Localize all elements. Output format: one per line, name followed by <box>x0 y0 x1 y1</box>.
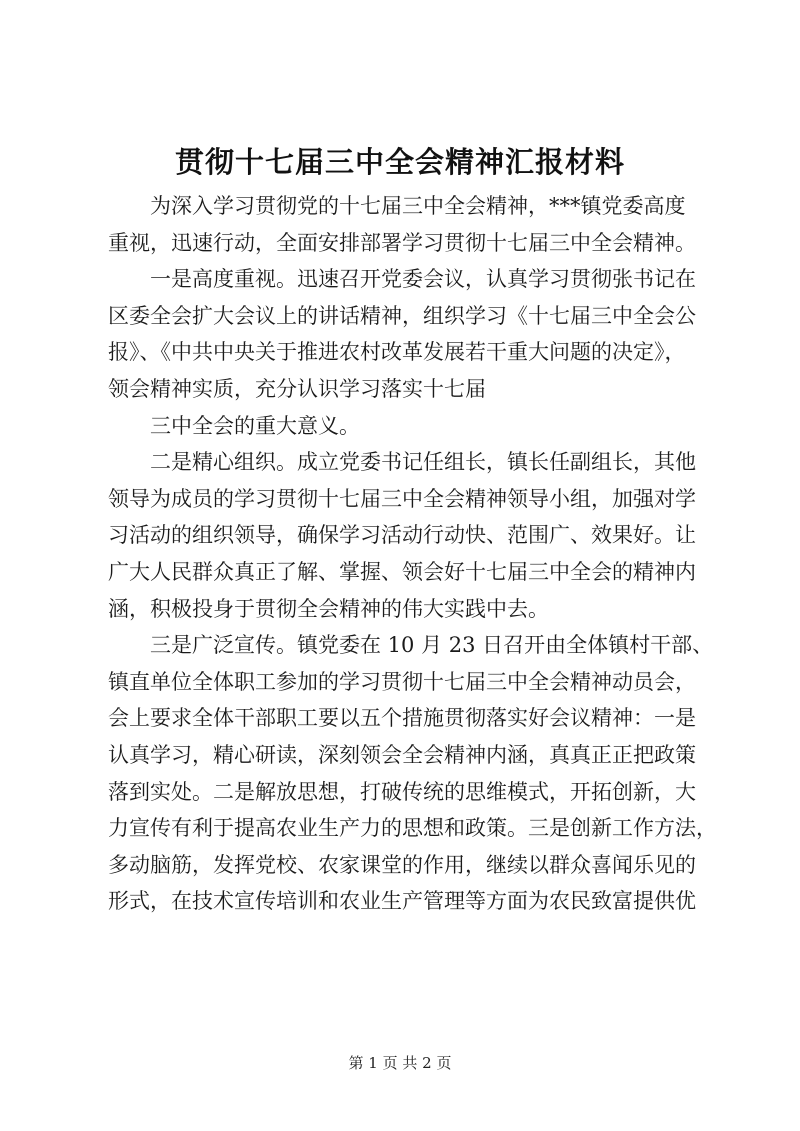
document-body <box>108 188 717 920</box>
text-line: 领会精神实质，充分认识学习落实十七届 <box>108 376 486 401</box>
text-line: 重视，迅速行动，全面安排部署学习贯彻十七届三中全会精神。 <box>108 230 696 255</box>
document-title: 贯彻十七届三中全会精神汇报材料 <box>174 145 625 179</box>
text-line: 形式，在技术宣传培训和农业生产管理等方面为农民致富提供优 <box>108 889 696 914</box>
text-line: 二是精心组织。成立党委书记任组长，镇长任副组长，其他 <box>150 450 696 475</box>
text-line: 一是高度重视。迅速召开党委会议，认真学习贯彻张书记在 <box>150 267 696 292</box>
text-line: 三是广泛宣传。镇党委在 10 月 23 日召开由全体镇村干部、 <box>150 633 714 658</box>
text-line: 报》、《中共中央关于推进农村改革发展若干重大问题的决定》， <box>108 340 686 365</box>
text-line: 镇直单位全体职工参加的学习贯彻十七届三中全会精神动员会， <box>108 669 696 694</box>
text-line: 认真学习，精心研读，深刻领会全会精神内涵，真真正正把政策 <box>108 742 696 767</box>
text-line: 为深入学习贯彻党的十七届三中全会精神，***镇党委高度 <box>150 194 686 218</box>
text-line: 习活动的组织领导，确保学习活动行动快、范围广、效果好。让 <box>108 523 696 548</box>
text-line: 落到实处。二是解放思想，打破传统的思维模式，开拓创新，大 <box>108 779 696 804</box>
text-line: 领导为成员的学习贯彻十七届三中全会精神领导小组，加强对学 <box>108 486 696 511</box>
page-footer: 第 1 页 共 2 页 <box>348 1054 452 1072</box>
text-line: 三中全会的重大意义。 <box>150 413 360 438</box>
text-line: 涵，积极投身于贯彻全会精神的伟大实践中去。 <box>108 596 549 621</box>
text-line: 力宣传有利于提高农业生产力的思想和政策。三是创新工作方法， <box>108 816 717 841</box>
text-line: 广大人民群众真正了解、掌握、领会好十七届三中全会的精神内 <box>108 559 696 584</box>
text-line: 会上要求全体干部职工要以五个措施贯彻落实好会议精神：一是 <box>108 706 696 731</box>
text-line: 区委全会扩大会议上的讲话精神，组织学习《十七届三中全会公 <box>108 303 696 328</box>
text-line: 多动脑筋，发挥党校、农家课堂的作用，继续以群众喜闻乐见的 <box>108 852 696 877</box>
